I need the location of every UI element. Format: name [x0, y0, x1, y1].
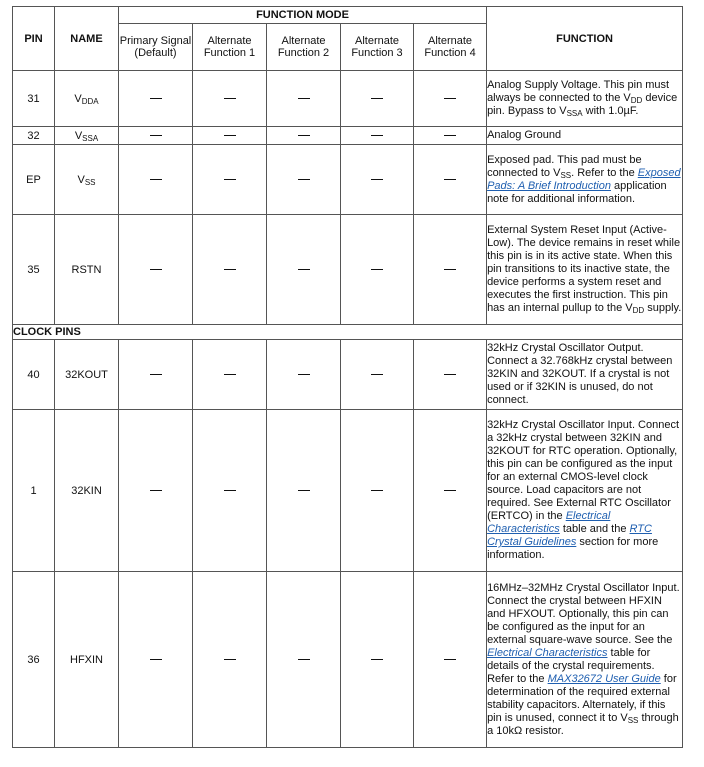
dash-mark: [150, 659, 162, 660]
dash-mark: [371, 98, 383, 99]
dash-mark: [224, 374, 236, 375]
pin-name: $V_{DDA}$: [55, 71, 119, 127]
dash-mark: [444, 135, 456, 136]
header-alt-function-1: Alternate Function 1: [193, 24, 267, 71]
dash-mark: [224, 659, 236, 660]
pin-function: External System Reset Input (Active-Low). The device remains in reset while this pin is in its active state. When this pin transitions to its inactive state, the device performs a system reset and executes the first instruction. This pin has an internal pullup to the $V_{DD}$ supply.: [487, 215, 683, 325]
header-function-mode: FUNCTION MODE: [119, 7, 487, 24]
dash-mark: [444, 269, 456, 270]
table-row: [13, 127, 683, 145]
dash-mark: [444, 490, 456, 491]
dash-mark: [371, 490, 383, 491]
dash-mark: [444, 179, 456, 180]
header-alt-function-4: Alternate Function 4: [414, 24, 487, 71]
header-alt-function-2: Alternate Function 2: [267, 24, 341, 71]
pin-name: HFXIN: [55, 572, 119, 748]
pin-name: $V_{SS}$: [55, 145, 119, 215]
dash-mark: [371, 659, 383, 660]
header-pin: PIN: [13, 7, 55, 71]
dash-mark: [444, 374, 456, 375]
pin-description-table: [12, 6, 683, 748]
pin-function: 16MHz–32MHz Crystal Oscillator Input. Connect the crystal between HFXIN and HFXOUT. Optionally, this pin can be configured as the input for an external square-wave source. See the Electrical Characteristics table for details of the crystal requirements. Refer to the MAX32672 User Guide for determination of the required external stability capacitors. Alternately, if this pin is unused, connect it to $V_{SS}$ through a 10kΩ resistor.: [487, 572, 683, 748]
table-row: [13, 145, 683, 215]
section-row: [13, 325, 683, 340]
pin-function: Exposed pad. This pad must be connected to $V_{SS}$. Refer to the Exposed Pads: A Brief Introduction application note for additional information.: [487, 145, 683, 215]
dash-mark: [298, 98, 310, 99]
electrical-characteristics-link[interactable]: Electrical Characteristics: [487, 510, 611, 535]
table-row: [13, 410, 683, 572]
dash-mark: [224, 490, 236, 491]
dash-mark: [298, 490, 310, 491]
section-clock-pins: CLOCK PINS: [13, 325, 683, 340]
pin-name: 32KIN: [55, 410, 119, 572]
table-row: [13, 215, 683, 325]
pin-function: Analog Supply Voltage. This pin must always be connected to the $V_{DD}$ device pin. Bypass to $V_{SSA}$ with 1.0µF.: [487, 71, 683, 127]
table-row: [13, 340, 683, 410]
exposed-pads-link[interactable]: Exposed Pads: A Brief Introduction: [487, 166, 681, 192]
pin-number: 40: [13, 340, 55, 410]
dash-mark: [298, 374, 310, 375]
rtc-crystal-guidelines-link[interactable]: RTC Crystal Guidelines: [487, 523, 652, 548]
dash-mark: [298, 135, 310, 136]
dash-mark: [298, 659, 310, 660]
dash-mark: [224, 135, 236, 136]
pin-number: 36: [13, 572, 55, 748]
dash-mark: [150, 98, 162, 99]
pin-name: $V_{SSA}$: [55, 127, 119, 145]
dash-mark: [371, 135, 383, 136]
dash-mark: [150, 179, 162, 180]
pin-number: 31: [13, 71, 55, 127]
dash-mark: [224, 98, 236, 99]
dash-mark: [371, 374, 383, 375]
dash-mark: [224, 179, 236, 180]
pin-number: 1: [13, 410, 55, 572]
header-primary-signal: Primary Signal (Default): [119, 24, 193, 71]
dash-mark: [298, 269, 310, 270]
pin-number: 35: [13, 215, 55, 325]
pin-name: 32KOUT: [55, 340, 119, 410]
dash-mark: [150, 374, 162, 375]
pin-function: 32kHz Crystal Oscillator Input. Connect a 32kHz crystal between 32KIN and 32KOUT for RTC operation. Optionally, this pin can be configured as the input for an external CMOS-level clock source. Load capacitors are not required. See External RTC Oscillator (ERTCO) in the Electrical Characteristics table and the RTC Crystal Guidelines section for more information.: [487, 410, 683, 572]
dash-mark: [150, 269, 162, 270]
dash-mark: [150, 135, 162, 136]
dash-mark: [298, 179, 310, 180]
electrical-characteristics-link[interactable]: Electrical Characteristics: [487, 646, 608, 659]
pin-number: EP: [13, 145, 55, 215]
dash-mark: [371, 179, 383, 180]
table-row: [13, 572, 683, 748]
dash-mark: [444, 98, 456, 99]
pin-function: Analog Ground: [487, 127, 683, 145]
dash-mark: [371, 269, 383, 270]
dash-mark: [150, 490, 162, 491]
pin-number: 32: [13, 127, 55, 145]
pin-function: 32kHz Crystal Oscillator Output. Connect a 32.768kHz crystal between 32KIN and 32KOUT. If a crystal is not used or if 32KIN is unused, do not connect.: [487, 340, 683, 410]
dash-mark: [224, 269, 236, 270]
pin-name: RSTN: [55, 215, 119, 325]
user-guide-link[interactable]: MAX32672 User Guide: [547, 672, 661, 685]
header-alt-function-3: Alternate Function 3: [341, 24, 414, 71]
header-name: NAME: [55, 7, 119, 71]
dash-mark: [444, 659, 456, 660]
header-function: FUNCTION: [487, 7, 683, 71]
table-row: [13, 71, 683, 127]
